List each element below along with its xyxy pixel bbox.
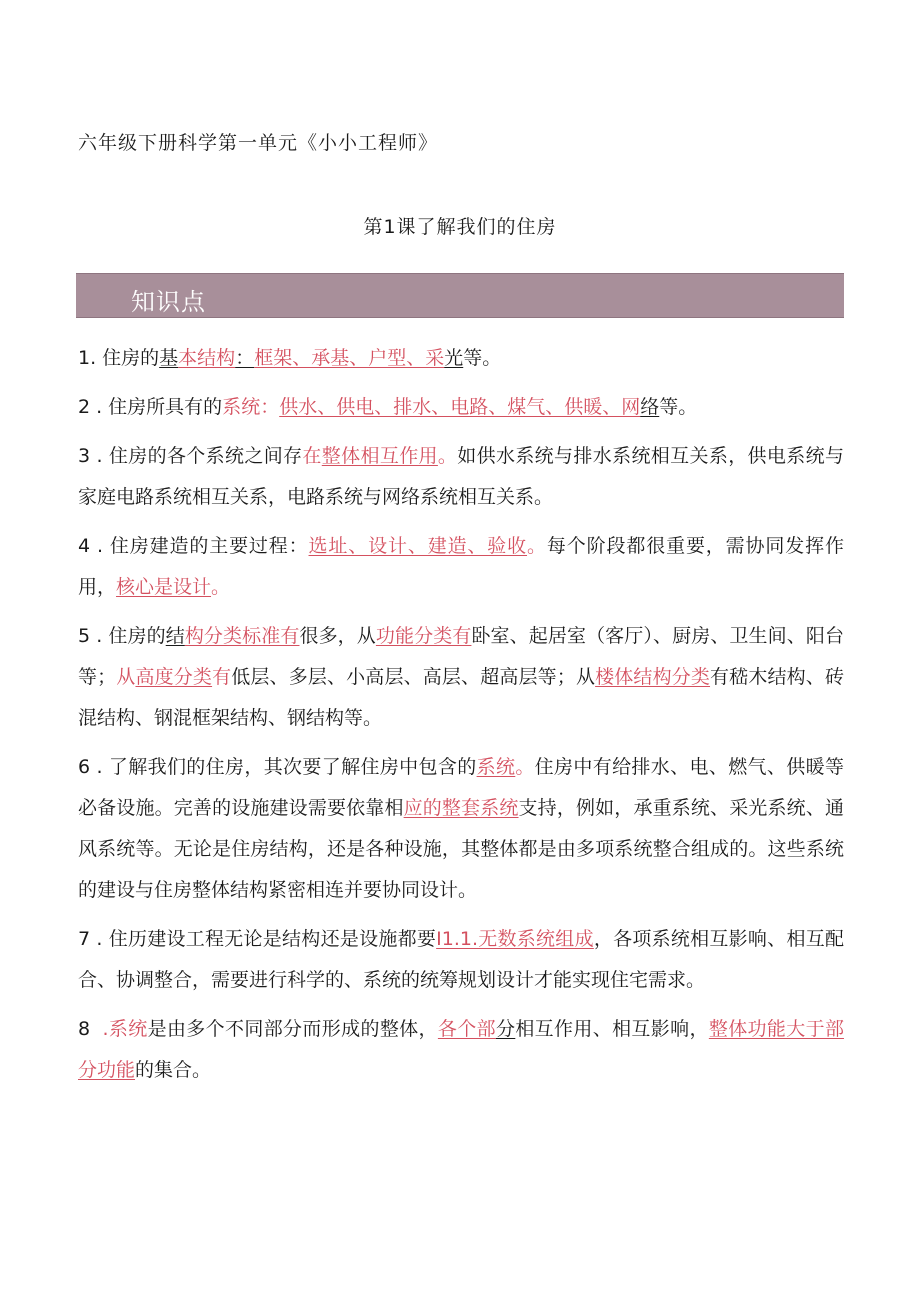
highlighted-text: 从 (116, 666, 136, 688)
point-text: 是由多个不同部分而形成的整体， (147, 1018, 438, 1040)
knowledge-point (78, 338, 844, 379)
highlighted-text: 整体相互作用 (321, 445, 438, 467)
highlighted-text: 有 (212, 666, 232, 688)
point-text: 相互作用、相互影响， (515, 1018, 709, 1040)
point-text: 住房的各个系统之间存 (108, 445, 303, 467)
highlighted-text: 应的整套系统 (403, 797, 519, 819)
section-banner-label: 知识点 (131, 288, 206, 316)
highlighted-text: 楼体结构分类 (595, 666, 711, 688)
point-text: 低层、多层、小高层、高层、超高层等；从 (231, 666, 596, 688)
section-banner (76, 273, 844, 318)
point-text: 支持，例如，承重系统、采光系统、通风系统等。无论是住房结构，还是各种设施，其整体都是由多项系统整合组成的。这些系统的建设与住房整体结构紧密相连并要协同设计。 (78, 797, 844, 901)
knowledge-point (78, 387, 844, 428)
point-text: 分 (495, 1018, 516, 1040)
point-text: 住房的 (108, 625, 166, 647)
point-number: 3 . (78, 445, 103, 467)
point-text: 住历建设工程无论是结构还是设施都要 (108, 928, 437, 950)
point-text: 住房所具有的 (108, 396, 223, 418)
highlighted-text: 核心是设计 (116, 576, 212, 598)
point-text: 住房建造的主要过程： (109, 535, 309, 557)
highlighted-text: 各个部 (437, 1018, 496, 1040)
highlighted-text: 在 (302, 445, 322, 467)
point-text: 结 (165, 625, 185, 647)
point-text: ： (235, 347, 255, 369)
knowledge-point (78, 919, 844, 1001)
point-text: 每个阶段都很重要，需协同发挥作用， (78, 535, 844, 598)
point-number: 7 . (78, 928, 103, 950)
point-text: 络 (640, 396, 660, 418)
highlighted-text: 高度分类 (135, 666, 213, 688)
highlighted-text: 系统： (222, 396, 280, 418)
highlighted-text: 。 (211, 576, 231, 598)
highlighted-text: 本结构 (178, 347, 236, 369)
highlighted-text: 构分类标准有 (184, 625, 300, 647)
point-text: 有嵇木结构、砖混结构、钢混框架结构、钢结构等。 (78, 666, 844, 729)
highlighted-text: I1.1.无数系统组成 (436, 928, 594, 950)
point-number: 5 . (78, 625, 103, 647)
highlighted-text: 。 (527, 535, 547, 557)
point-text: 光 (444, 347, 464, 369)
point-number: 6 . (78, 756, 103, 778)
point-text: 很多，从 (299, 625, 376, 647)
knowledge-point (78, 616, 844, 739)
knowledge-point (78, 526, 844, 608)
point-text: 等。 (463, 347, 502, 369)
knowledge-point (78, 1009, 844, 1091)
highlighted-text: 选址、设计、建造、验收 (308, 535, 528, 557)
point-number: 8 (78, 1018, 91, 1040)
point-text: 等。 (659, 396, 698, 418)
point-number: 4 . (78, 535, 104, 557)
point-text: 了解我们的住房，其次要了解住房中包含的 (108, 756, 477, 778)
highlighted-text: 功能分类有 (375, 625, 472, 647)
document-title: 六年级下册科学第一单元《小小工程师》 (78, 132, 439, 154)
point-text: 住房中有给排水、电、燃气、供暖等必备设施。完善的设施建设需要依靠相 (78, 756, 844, 819)
highlighted-text: .系统 (96, 1018, 148, 1040)
knowledge-point (78, 436, 844, 518)
point-text: 的集合。 (135, 1059, 212, 1081)
highlighted-text: 。 (437, 445, 458, 467)
highlighted-text: 供水、供电、排水、电路、煤气、供暖、网 (279, 396, 641, 418)
point-number: 1. (78, 347, 97, 369)
point-number: 2 . (78, 396, 103, 418)
point-text: 如供水系统与排水系统相互关系，供电系统与家庭电路系统相互关系，电路系统与网络系统相互关系。 (78, 445, 844, 508)
knowledge-points-list (78, 338, 844, 1099)
point-text: 基 (159, 347, 179, 369)
highlighted-text: 系统 (476, 756, 516, 778)
highlighted-text: 框架、承基、户型、采 (254, 347, 445, 369)
point-text: ，各项系统相互影响、相互配合、协调整合，需要进行科学的、系统的统筹规划设计才能实现住宅需求。 (78, 928, 844, 991)
highlighted-text: 。 (515, 756, 535, 778)
knowledge-point (78, 747, 844, 911)
lesson-title: 第1课了解我们的住房 (363, 216, 557, 238)
point-text: 卧室、起居室（客厅）、厨房、卫生间、阳台等； (78, 625, 844, 688)
point-text: 住房的 (102, 347, 160, 369)
highlighted-text: 整体功能大于部分功能 (78, 1018, 844, 1081)
